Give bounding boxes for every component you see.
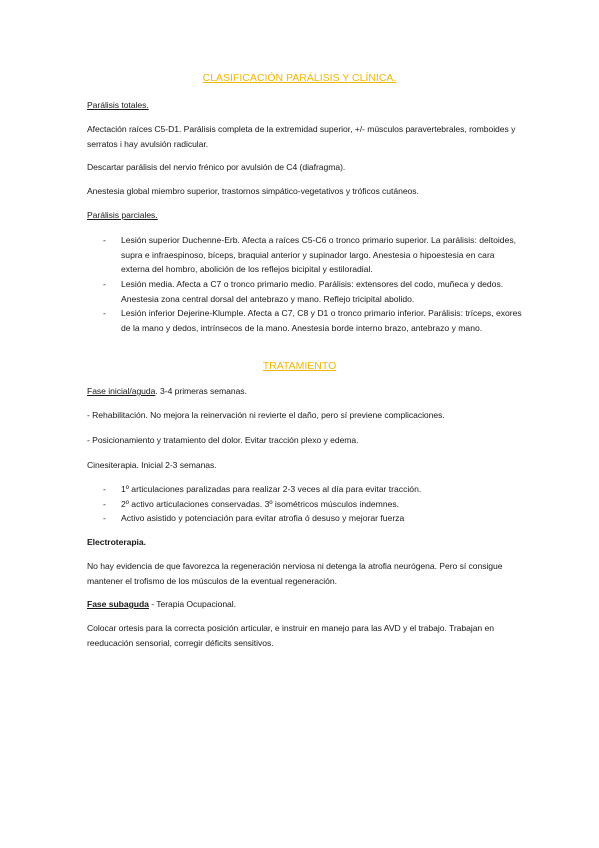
paragraph-rehabilitacion: - Rehabilitación. No mejora la reinervación ni revierte el daño, pero sí previene complicaciones. bbox=[87, 410, 445, 420]
heading-tratamiento: TRATAMIENTO bbox=[262, 360, 337, 372]
list-item bbox=[103, 482, 523, 497]
paragraph-totales-3: Anestesia global miembro superior, trastornos simpático-vegetativos y tróficos cutáneos. bbox=[87, 186, 419, 196]
list-item bbox=[103, 497, 523, 512]
list-item bbox=[103, 511, 523, 526]
section-electroterapia: Electroterapia. bbox=[87, 537, 146, 547]
section-title-totales: Parálisis totales. bbox=[87, 100, 149, 110]
bullet-dash: - bbox=[103, 513, 106, 523]
paragraph-electroterapia: No hay evidencia de que favorezca la regeneración nerviosa ni detenga la atrofia neurógena. Pero sí consigue mantener el trofismo de los músculos de la eventual regeneración. bbox=[87, 561, 503, 586]
list-item-text: Lesión superior Duchenne-Erb. Afecta a raíces C5-C6 o tronco primario superior. La parálisis: deltoides, supra e infraespinoso, bíceps, braquial anterior y supinador largo. Anestesia o hipoestesia en cara externa del hombro, abolición de los reflejos bicipital y estiloradial. bbox=[121, 235, 517, 275]
section-fase-inicial bbox=[87, 384, 517, 399]
fase-subaguda-title: Fase subaguda bbox=[87, 599, 149, 609]
paragraph-posicionamiento: - Posicionamiento y tratamiento del dolor. Evitar tracción plexo y edema. bbox=[87, 435, 359, 445]
bullet-dash: - bbox=[103, 235, 106, 245]
list-item-text: Activo asistido y potenciación para evitar atrofia ó desuso y mejorar fuerza bbox=[121, 513, 405, 523]
bullet-dash: - bbox=[103, 484, 106, 494]
fase-inicial-title: Fase inicial/aguda bbox=[87, 386, 156, 396]
fase-inicial-rest: . 3-4 primeras semanas. bbox=[155, 386, 247, 396]
section-cinesiterapia: Cinesiterapia. Inicial 2-3 semanas. bbox=[87, 460, 217, 470]
paragraph-totales-2: Descartar parálisis del nervio frénico por avulsión de C4 (diafragma). bbox=[87, 162, 346, 172]
bullet-dash: - bbox=[103, 279, 106, 289]
list-item bbox=[103, 306, 523, 335]
heading-clasificacion: CLASIFICACIÓN PARÁLISIS Y CLÍNICA. bbox=[202, 72, 397, 84]
bullet-dash: - bbox=[103, 499, 106, 509]
fase-subaguda-rest: - Terapia Ocupacional. bbox=[148, 599, 236, 609]
list-item-text: Lesión inferior Dejerine-Klumple. Afecta a C7, C8 y D1 o tronco primario inferior. Parálisis: tríceps, exores de la mano y dedos, intrínsecos de la mano. Anestesia borde interno brazo, antebrazo y mano. bbox=[121, 308, 522, 333]
list-item-text: Lesión media. Afecta a C7 o tronco primario medio. Parálisis: extensores del codo, muñeca y dedos. Anestesia zona central dorsal del antebrazo y mano. Reflejo tricipital abolido. bbox=[121, 279, 504, 304]
list-item-text: 2º activo articulaciones conservadas. 3º isométricos músculos indemnes. bbox=[121, 499, 400, 509]
list-item bbox=[103, 277, 523, 306]
paragraph-subaguda: Colocar ortesis para la correcta posición articular, e instruir en manejo para las AVD y el trabajo. Trabajan en reeducación sensorial, corregir déficits sensitivos. bbox=[87, 623, 494, 648]
section-fase-subaguda bbox=[87, 597, 517, 612]
bullet-dash: - bbox=[103, 308, 106, 318]
paragraph-totales-1: Afectación raíces C5-D1. Parálisis completa de la extremidad superior, +/- músculos paravertebrales, romboides y serratos i hay avulsión radicular. bbox=[87, 124, 516, 149]
section-title-parciales: Parálisis parciales. bbox=[87, 210, 158, 220]
list-item bbox=[103, 233, 523, 277]
list-item-text: 1º articulaciones paralizadas para realizar 2-3 veces al día para evitar tracción. bbox=[121, 484, 422, 494]
